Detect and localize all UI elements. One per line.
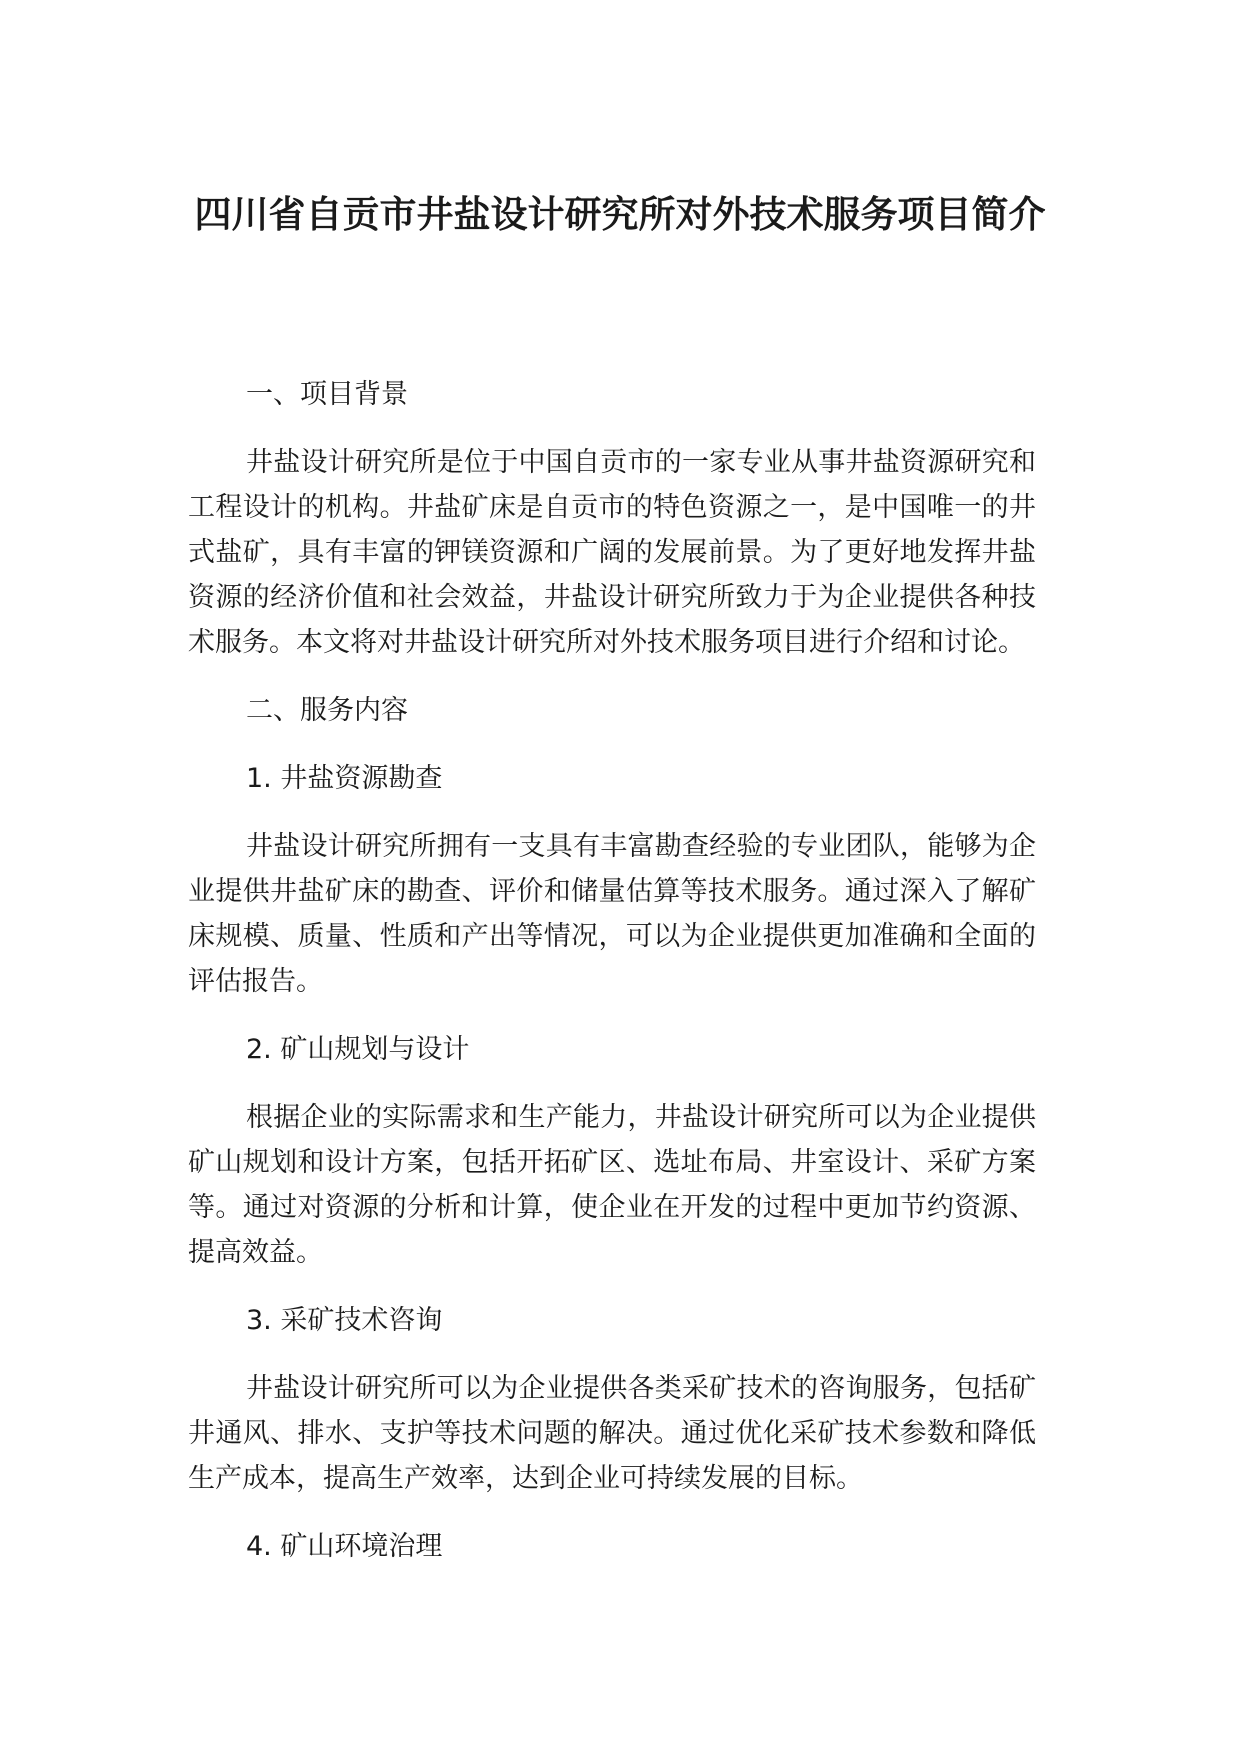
subheading-resource-survey: 1. 井盐资源勘查 (246, 763, 443, 794)
subheading-environment: 4. 矿山环境治理 (246, 1531, 443, 1562)
subheading-mining-consulting: 3. 采矿技术咨询 (246, 1305, 443, 1336)
paragraph-mining-consulting: 井盐设计研究所可以为企业提供各类采矿技术的咨询服务，包括矿井通风、排水、支护等技术问题的解决。通过优化采矿技术参数和降低生产成本，提高生产效率，达到企业可持续发展的目标。 (188, 1373, 1036, 1494)
section-heading-background: 一、项目背景 (246, 379, 408, 410)
document-body (188, 372, 1036, 1592)
paragraph-resource-survey: 井盐设计研究所拥有一支具有丰富勘查经验的专业团队，能够为企业提供井盐矿床的勘查、评价和储量估算等技术服务。通过深入了解矿床规模、质量、性质和产出等情况，可以为企业提供更加准确和全面的评估报告。 (188, 831, 1036, 997)
paragraph-mine-planning: 根据企业的实际需求和生产能力，井盐设计研究所可以为企业提供矿山规划和设计方案，包括开拓矿区、选址布局、井室设计、采矿方案等。通过对资源的分析和计算，使企业在开发的过程中更加节约资源、提高效益。 (188, 1102, 1036, 1268)
document-title: 四川省自贡市井盐设计研究所对外技术服务项目简介 (194, 193, 1046, 236)
subheading-mine-planning: 2. 矿山规划与设计 (246, 1034, 470, 1065)
section-heading-services: 二、服务内容 (246, 695, 408, 726)
paragraph-background: 井盐设计研究所是位于中国自贡市的一家专业从事井盐资源研究和工程设计的机构。井盐矿床是自贡市的特色资源之一，是中国唯一的井式盐矿，具有丰富的钾镁资源和广阔的发展前景。为了更好地发挥井盐资源的经济价值和社会效益，井盐设计研究所致力于为企业提供各种技术服务。本文将对井盐设计研究所对外技术服务项目进行介绍和讨论。 (188, 447, 1036, 658)
